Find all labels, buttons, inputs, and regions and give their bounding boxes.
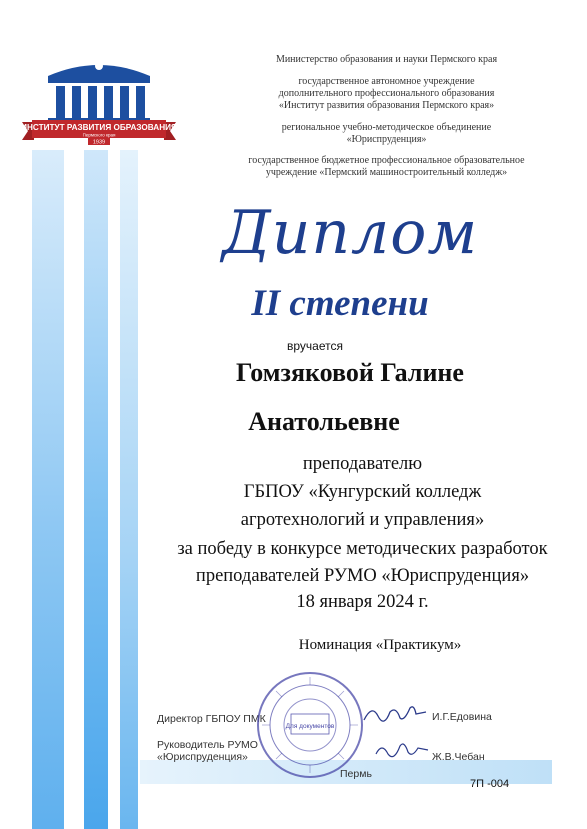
nomination: Номинация «Практикум» [298, 637, 462, 653]
rumo-line-2: «Юриспруденция» [346, 134, 427, 145]
diploma-degree: II степени [251, 283, 429, 324]
body-line: агротехнологий и управления» [240, 510, 485, 530]
body-line: преподавателей РУМО «Юриспруденция» [195, 566, 530, 586]
head-signature [372, 736, 432, 764]
head-name: Ж.В.Чебан [432, 751, 485, 763]
body-line: за победу в конкурсе методических разработок [177, 539, 548, 559]
recipient-name-line-1: Гомзяковой Галине [236, 358, 464, 387]
college-line-1: государственное бюджетное профессиональное образовательное [248, 155, 525, 166]
director-name: И.Г.Едовина [432, 711, 492, 723]
director-label: Директор ГБПОУ ПМК [157, 713, 266, 725]
body-line: преподавателю [302, 454, 423, 474]
stamp-text: Для документов [285, 723, 335, 730]
head-label-line-2: «Юриспруденция» [157, 751, 248, 763]
official-stamp [255, 670, 365, 780]
institute-line-1: государственное автономное учреждение [298, 76, 475, 87]
award-date: 18 января 2024 г. [296, 592, 429, 612]
ministry-line: Министерство образования и науки Пермского края [275, 54, 498, 65]
institute-line-3: «Институт развития образования Пермского края» [278, 100, 495, 111]
city: Пермь [340, 768, 372, 780]
logo-year: 1939 [92, 139, 106, 146]
logo-text: ИНСТИТУТ РАЗВИТИЯ ОБРАЗОВАНИЯ [21, 123, 177, 132]
rumo-line-1: региональное учебно-методическое объединение [281, 122, 492, 133]
recipient-name-line-2: Анатольевне [248, 407, 400, 436]
logo-subtext: Пермского края [82, 132, 116, 138]
institute-logo [20, 54, 178, 146]
director-signature [360, 700, 430, 726]
college-line-2: учреждение «Пермский машиностроительный колледж» [265, 167, 508, 178]
body-line: ГБПОУ «Кунгурский колледж [243, 482, 482, 502]
institute-line-2: дополнительного профессионального образования [278, 88, 495, 99]
decorative-stripe [32, 150, 64, 829]
decorative-stripe [120, 150, 138, 829]
awarded-label: вручается [287, 339, 343, 353]
decorative-stripe [84, 150, 108, 829]
diploma-title: Диплом [221, 198, 479, 268]
document-code: 7П -004 [470, 778, 510, 790]
head-label-line-1: Руководитель РУМО [157, 739, 258, 751]
